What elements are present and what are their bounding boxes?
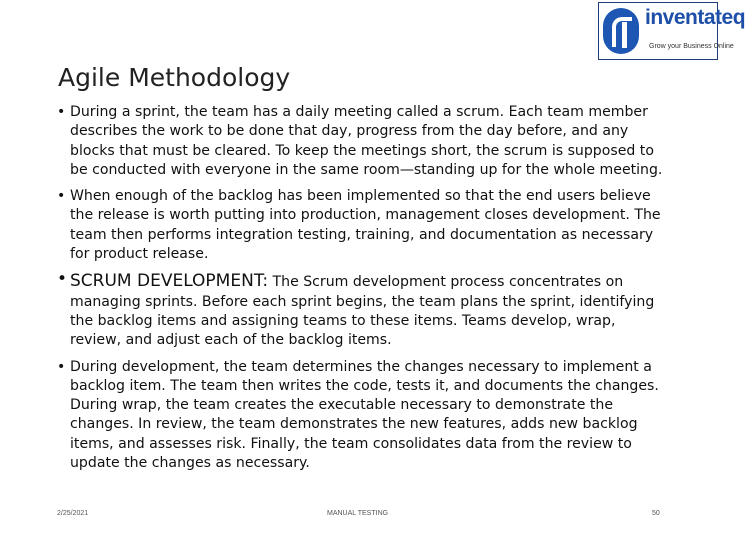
bullet-text: During development, the team determines the changes necessary to implement a backlog item. The team then writes the code, tests it, and documents the changes. During wrap, the team creates the executable necessary to demonstrate the changes. In review, the team demonstrates the new features, adds new backlog items, and assesses risk. Finally, the team consolidates data from the review to update the changes as necessary. <box>70 358 659 472</box>
logo-tagline: Grow your Business Online <box>649 43 734 50</box>
bullet-icon: • <box>57 104 66 120</box>
bullet-item <box>54 103 666 180</box>
bullet-icon: • <box>57 269 68 290</box>
slide-body <box>54 103 666 473</box>
footer-date: 2/25/2021 <box>57 510 89 517</box>
brand-logo <box>598 2 745 60</box>
bullet-text: When enough of the backlog has been implemented so that the end users believe the release is worth putting into production, management closes development. The team then performs integration testing, training, and documentation as necessary for product release. <box>70 188 661 263</box>
bullet-item <box>54 358 666 474</box>
footer-title: MANUAL TESTING <box>327 510 389 517</box>
slide-title: Agile Methodology <box>58 63 291 92</box>
bullet-item <box>54 187 666 264</box>
logo-name: inventateq <box>645 6 745 29</box>
page-number: 50 <box>652 510 660 517</box>
bullet-text: During a sprint, the team has a daily meeting called a scrum. Each team member describes the work to be done that day, progress from the day before, and any blocks that must be cleared. To keep the meetings short, the scrum is supposed to be conducted with everyone in the same room—standing up for the whole meeting. <box>70 104 663 178</box>
inventateq-logo-icon <box>603 8 639 54</box>
bullet-lead: SCRUM DEVELOPMENT: <box>70 271 269 292</box>
bullet-item <box>54 269 666 350</box>
bullet-icon: • <box>57 358 66 375</box>
bullet-icon: • <box>57 188 66 205</box>
bullet-text: The Scrum development process concentrates on managing sprints. Before each sprint begins, the team plans the sprint, identifying the backlog items and assigning teams to these items. Teams develop, wrap, review, and adjust each of the backlog items. <box>70 274 655 349</box>
